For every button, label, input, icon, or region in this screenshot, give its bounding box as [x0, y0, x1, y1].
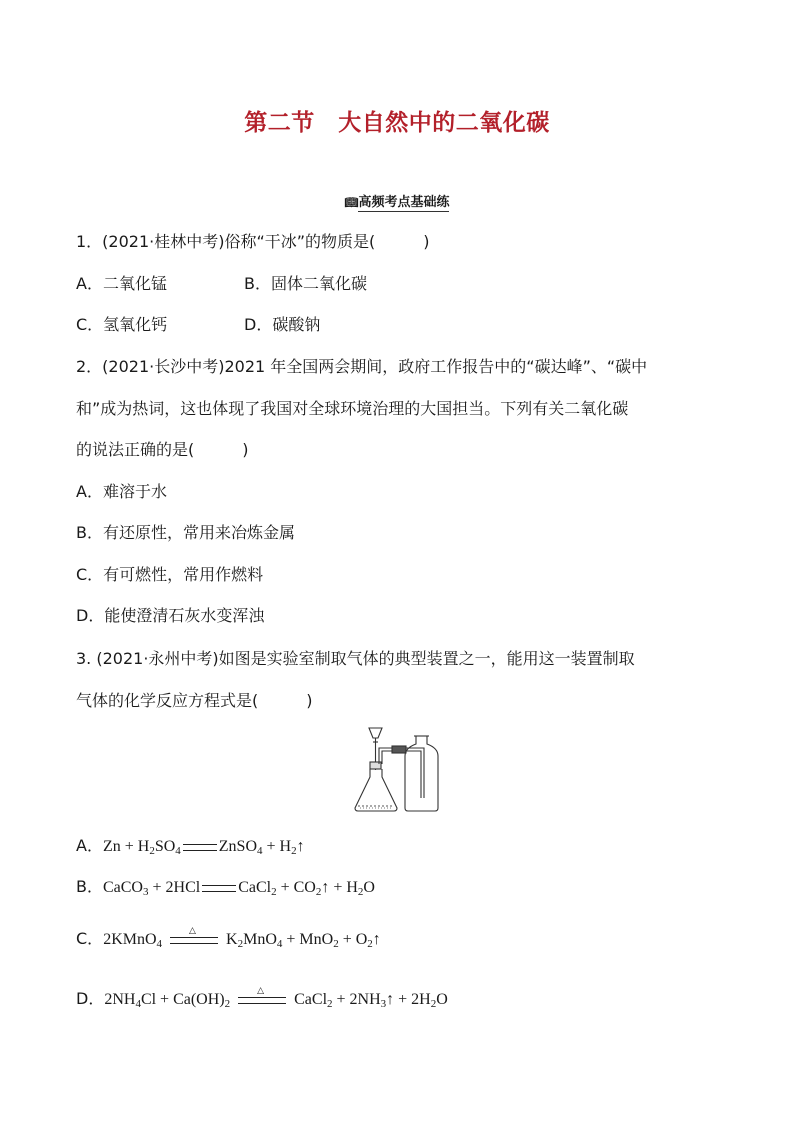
book-icon: 📖︎ — [344, 196, 359, 209]
q2-option-a: A．难溶于水 — [76, 482, 167, 501]
q1-stem: 1．(2021·桂林中考)俗称“干冰”的物质是( ) — [76, 232, 430, 251]
q3-option-d: D．$2NH_4Cl + Ca(OH)_2$ △ CaCl$_2$ + $2NH_3↑ + 2H_2O$ — [76, 984, 448, 1010]
q2-option-b: B．有还原性，常用来冶炼金属 — [76, 523, 295, 542]
equals-sign — [202, 885, 236, 892]
q2-option-c: C．有可燃性，常用作燃料 — [76, 565, 264, 584]
q3-option-c: C．2KMnO$_4$ △ $K_2MnO_4 + MnO_2$ + $O_2↑$ — [76, 924, 381, 950]
q2-stem-line3: 的说法正确的是( ) — [76, 440, 249, 459]
equals-sign — [183, 844, 217, 851]
heat-symbol: △ — [257, 984, 265, 995]
heat-symbol: △ — [189, 924, 196, 935]
section-label-text: 高频考点基础练 — [358, 195, 450, 210]
q2-stem-line2: 和”成为热词，这也体现了我国对全球环境治理的大国担当。下列有关二氧化碳 — [76, 399, 629, 418]
heating-equals-sign — [170, 924, 218, 944]
q2-stem-line1: 2．(2021·长沙中考)2021 年全国两会期间，政府工作报告中的“碳达峰”、“碳中 — [76, 357, 648, 376]
q1-option-c: C．氢氧化钙 — [76, 315, 168, 334]
q1-option-a: A．二氧化锰 — [76, 274, 167, 293]
q3-option-b: B．CaCO$_3$ + 2HCl CaCl$_2$ + $CO_2↑ + H_2O$ — [76, 877, 375, 898]
section-label — [0, 191, 794, 210]
page-title: 第二节 大自然中的二氧化碳 — [244, 110, 550, 136]
q3-option-a: A．$Zn + H_2SO_4$ ZnSO$_4$ + $H_2↑$ — [76, 836, 305, 857]
gas-generation-apparatus-figure — [350, 722, 446, 814]
q3-stem-line2: 气体的化学反应方程式是( ) — [76, 691, 313, 710]
q1-option-b: B．固体二氧化碳 — [244, 274, 367, 293]
q2-option-d: D．能使澄清石灰水变浑浊 — [76, 606, 265, 625]
q1-option-d: D．碳酸钠 — [244, 315, 321, 334]
heating-equals-sign — [238, 984, 286, 1004]
q3-stem-line1: 3. (2021·永州中考)如图是实验室制取气体的典型装置之一，能用这一装置制取 — [76, 649, 635, 668]
